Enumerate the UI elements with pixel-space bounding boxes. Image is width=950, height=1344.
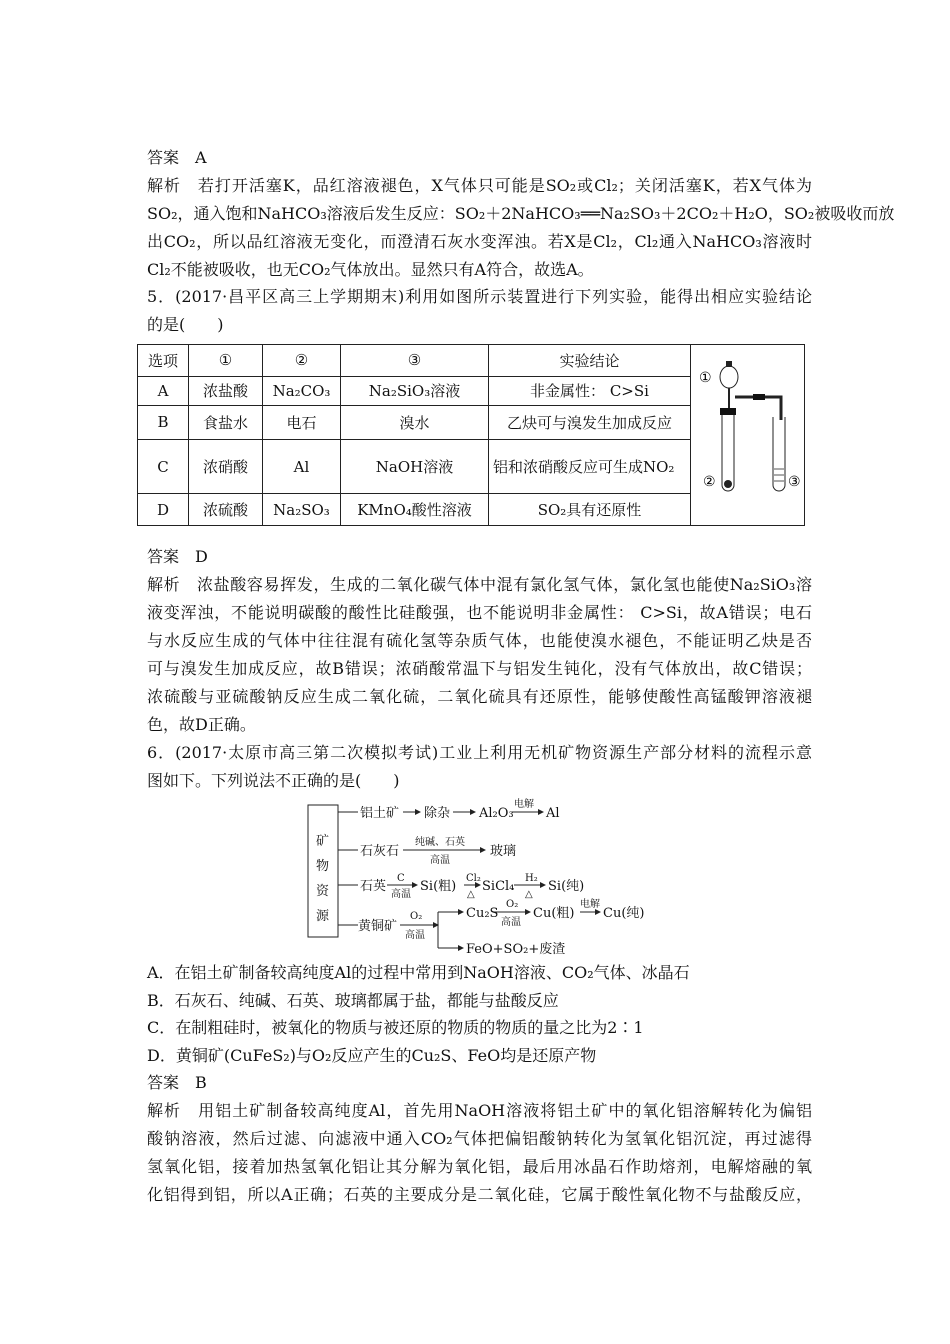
q5-analysis-line: 解析 浓盐酸容易挥发，生成的二氧化碳气体中混有氯化氢气体，氯化氢也能使Na₂SiO₃溶 <box>147 575 812 594</box>
apparatus-label-3: ③ <box>788 474 801 490</box>
cell: Na₂CO₃ <box>263 376 341 405</box>
flow-node: FeO+SO₂+废渣 <box>466 942 566 955</box>
q5-analysis-line: 色，故D正确。 <box>147 715 256 734</box>
flow-diagram <box>300 795 660 955</box>
q6-option-c: C．在制粗硅时，被氧化的物质与被还原的物质的物质的量之比为2∶1 <box>147 1018 644 1037</box>
header-cell: ② <box>263 345 341 377</box>
flow-condition: 电解 <box>580 899 600 910</box>
q4-analysis-line: SO₂，通入饱和NaHCO₃溶液后发生反应：SO₂＋2NaHCO₃══Na₂SO₃＋2CO₂＋H₂O，SO₂被吸收而放 <box>147 204 895 223</box>
flow-source-char: 资 <box>316 884 330 899</box>
cell: B <box>138 406 189 440</box>
flow-condition: 高温 <box>430 855 450 866</box>
flow-source-char: 物 <box>316 859 330 874</box>
flow-node: Cu₂S <box>466 906 499 921</box>
q5-table <box>137 344 805 526</box>
flow-condition: 高温 <box>501 917 521 928</box>
q6-option-b: B．石灰石、纯碱、石英、玻璃都属于盐，都能与盐酸反应 <box>147 991 559 1010</box>
cell: C <box>138 439 189 494</box>
flow-node: Si(粗) <box>420 879 457 894</box>
q6-analysis-line: 酸钠溶液，然后过滤、向滤液中通入CO₂气体把偏铝酸钠转化为氢氧化铝沉淀，再过滤得 <box>147 1129 812 1148</box>
cell: SO₂具有还原性 <box>489 494 691 526</box>
flow-condition: O₂ <box>410 911 423 922</box>
q5-analysis-line: 浓硫酸与亚硫酸钠反应生成二氧化硫，二氧化硫具有还原性，能够使酸性高锰酸钾溶液褪 <box>147 687 812 706</box>
flow-node: Cu(粗) <box>533 906 575 921</box>
q5-analysis-line: 与水反应生成的气体中往往混有硫化氢等杂质气体，也能使溴水褪色，不能证明乙炔是否 <box>147 631 812 650</box>
q6-analysis-line: 氢氧化铝，接着加热氢氧化铝让其分解为氧化铝，最后用冰晶石作助熔剂，电解熔融的氧 <box>147 1157 812 1176</box>
cell: Na₂SiO₃溶液 <box>341 376 489 405</box>
flow-source-char: 矿 <box>316 834 330 849</box>
q5-answer: 答案 D <box>147 547 208 566</box>
flow-node: Al <box>546 806 560 821</box>
cell: NaOH溶液 <box>341 439 489 494</box>
flow-node: Cu(纯) <box>603 906 645 921</box>
flow-condition: 纯碱、石英 <box>415 837 465 848</box>
cell: 浓硝酸 <box>189 439 263 494</box>
q6-analysis-line: 化铝得到铝，所以A正确；石英的主要成分是二氧化硅，它属于酸性氧化物不与盐酸反应， <box>147 1185 812 1204</box>
cell: D <box>138 494 189 526</box>
flow-node: 石灰石 <box>360 844 400 859</box>
apparatus-label-1: ① <box>699 370 712 386</box>
q6-stem: 图如下。下列说法不正确的是( ) <box>147 771 400 790</box>
cell: 浓盐酸 <box>189 376 263 405</box>
q5-analysis-line: 液变浑浊，不能说明碳酸的酸性比硅酸强，也不能说明非金属性： C>Si，故A错误；电石 <box>147 603 812 622</box>
flow-node: SiCl₄ <box>482 879 515 894</box>
header-cell: 选项 <box>138 345 189 377</box>
cell: Na₂SO₃ <box>263 494 341 526</box>
flow-node: Al₂O₃ <box>479 806 514 821</box>
flow-condition: 电解 <box>514 799 534 810</box>
q4-analysis-line: 解析 若打开活塞K，品红溶液褪色，X气体只可能是SO₂或Cl₂；关闭活塞K，若X气体为 <box>147 176 812 195</box>
cell: KMnO₄酸性溶液 <box>341 494 489 526</box>
cell: Al <box>263 439 341 494</box>
flow-condition: H₂ <box>525 873 538 884</box>
q4-analysis-line: Cl₂不能被吸收，也无CO₂气体放出。显然只有A符合，故选A。 <box>147 260 594 279</box>
cell: 食盐水 <box>189 406 263 440</box>
flow-node: Si(纯) <box>548 879 585 894</box>
flow-condition: △ <box>467 889 475 900</box>
q6-option-a: A．在铝土矿制备较高纯度Al的过程中常用到NaOH溶液、CO₂气体、冰晶石 <box>147 963 690 982</box>
flow-condition: C <box>397 873 405 884</box>
q4-answer: 答案 A <box>147 148 207 167</box>
flow-node: 石英 <box>360 879 387 894</box>
cell: 乙炔可与溴发生加成反应 <box>489 406 691 440</box>
cell: 铝和浓硝酸反应可生成NO₂ <box>489 439 691 494</box>
flow-condition: O₂ <box>506 899 519 910</box>
q5-stem: 的是( ) <box>147 315 224 334</box>
header-cell: ③ <box>341 345 489 377</box>
flow-node: 玻璃 <box>490 844 517 859</box>
flow-source-char: 源 <box>316 909 330 924</box>
cell: 电石 <box>263 406 341 440</box>
cell: 浓硫酸 <box>189 494 263 526</box>
cell: A <box>138 376 189 405</box>
q5-analysis-line: 可与溴发生加成反应，故B错误；浓硝酸常温下与铝发生钝化，没有气体放出，故C错误； <box>147 659 812 678</box>
q4-analysis-line: 出CO₂，所以品红溶液无变化，而澄清石灰水变浑浊。若X是Cl₂，Cl₂通入NaHCO₃溶液时 <box>147 232 812 251</box>
q6-answer: 答案 B <box>147 1073 207 1092</box>
flow-condition: 高温 <box>405 930 425 941</box>
flow-condition: 高温 <box>391 889 411 900</box>
header-cell: ① <box>189 345 263 377</box>
q6-option-d: D．黄铜矿(CuFeS₂)与O₂反应产生的Cu₂S、FeO均是还原产物 <box>147 1046 597 1065</box>
q6-stem: 6．(2017·太原市高三第二次模拟考试)工业上利用无机矿物资源生产部分材料的流程示意 <box>147 743 812 762</box>
apparatus-figure <box>691 345 805 526</box>
q6-analysis-line: 解析 用铝土矿制备较高纯度Al，首先用NaOH溶液将铝土矿中的氧化铝溶解转化为偏铝 <box>147 1101 812 1120</box>
flow-node: 除杂 <box>424 806 451 821</box>
cell: 非金属性： C>Si <box>489 376 691 405</box>
apparatus-label-2: ② <box>703 474 716 490</box>
cell: 溴水 <box>341 406 489 440</box>
flow-node: 铝土矿 <box>360 806 400 821</box>
flow-condition: △ <box>525 889 533 900</box>
header-cell: 实验结论 <box>489 345 691 377</box>
flow-node: 黄铜矿 <box>358 919 398 934</box>
flow-condition: Cl₂ <box>466 873 481 884</box>
q5-stem: 5．(2017·昌平区高三上学期期末)利用如图所示装置进行下列实验，能得出相应实验结论 <box>147 287 812 306</box>
